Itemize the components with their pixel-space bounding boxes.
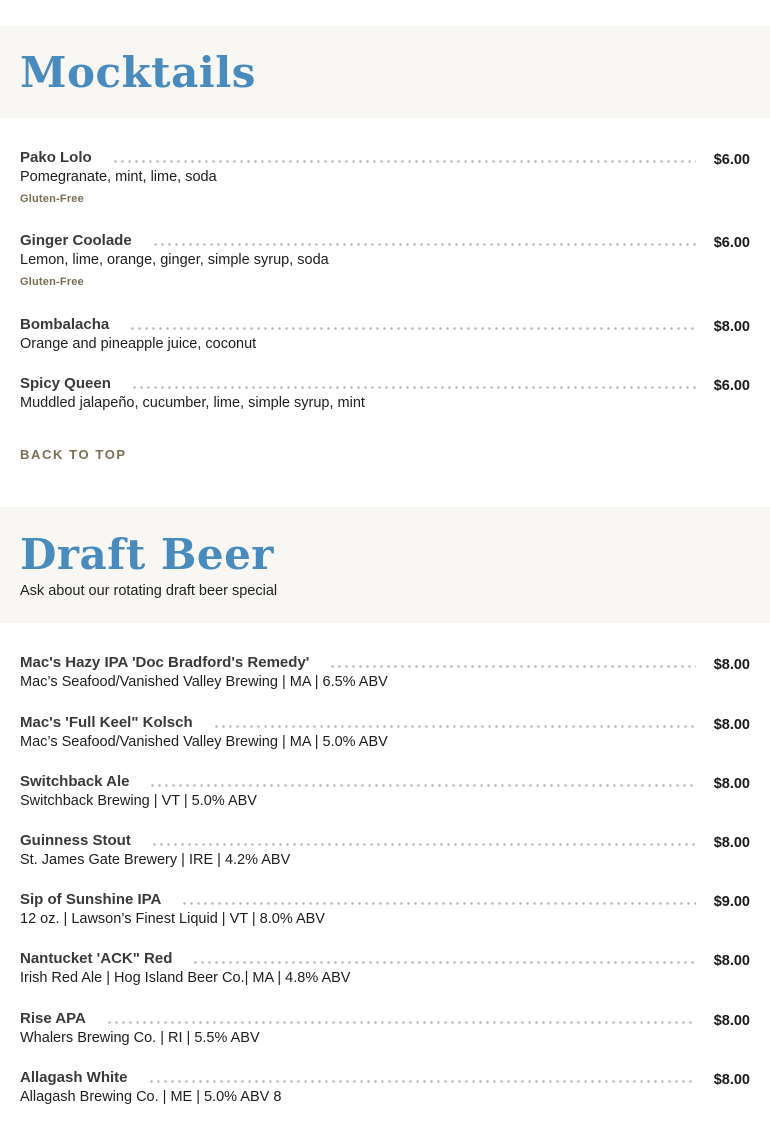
item-name: Sip of Sunshine IPA [20,891,162,908]
dietary-tag: Gluten-Free [20,276,84,288]
dot-leader [148,1080,696,1083]
draft-beer-section-header [0,507,770,623]
menu-item [20,711,750,750]
item-price: $8.00 [713,835,750,851]
menu-item [20,888,750,927]
dot-leader [213,725,696,728]
item-price: $8.00 [713,1013,750,1029]
dot-leader [192,961,695,964]
dietary-tag: Gluten-Free [20,193,84,205]
item-name: Mac's 'Full Keel" Kolsch [20,714,193,731]
item-description: Switchback Brewing | VT | 5.0% ABV [20,793,257,809]
dot-leader [131,386,696,389]
section-subtitle: Ask about our rotating draft beer special [20,583,278,599]
item-price: $9.00 [713,894,750,910]
item-name: Ginger Coolade [20,232,132,249]
item-description: Mac’s Seafood/Vanished Valley Brewing | MA | 6.5% ABV [20,674,388,690]
menu-item [20,829,750,868]
item-name: Spicy Queen [20,375,111,392]
item-price: $6.00 [713,152,750,168]
item-description: Irish Red Ale | Hog Island Beer Co.| MA | 4.8% ABV [20,970,351,986]
section-title-draft-beer: Draft Beer [20,530,274,579]
item-description: Orange and pineapple juice, coconut [20,336,257,352]
item-name: Switchback Ale [20,773,130,790]
item-price: $8.00 [713,776,750,792]
menu-item [20,651,750,690]
dot-leader [152,243,696,246]
item-name: Pako Lolo [20,149,92,166]
menu-item [20,1007,750,1046]
back-to-top-link[interactable]: BACK TO TOP [20,447,127,462]
menu-item [20,229,750,288]
menu-item [20,372,750,411]
item-name: Mac's Hazy IPA 'Doc Bradford's Remedy' [20,654,310,671]
item-price: $6.00 [713,235,750,251]
item-price: $8.00 [713,1072,750,1088]
item-name: Rise APA [20,1010,86,1027]
item-price: $8.00 [713,657,750,673]
menu-item [20,1066,750,1105]
item-name: Nantucket 'ACK" Red [20,950,173,967]
dot-leader [149,784,695,787]
item-description: Allagash Brewing Co. | ME | 5.0% ABV 8 [20,1089,282,1105]
item-name: Bombalacha [20,316,110,333]
dot-leader [181,902,695,905]
dot-leader [129,327,696,330]
dot-leader [151,843,696,846]
item-price: $6.00 [713,378,750,394]
item-name: Guinness Stout [20,832,131,849]
item-description: 12 oz. | Lawson’s Finest Liquid | VT | 8.0% ABV [20,911,325,927]
item-description: Pomegranate, mint, lime, soda [20,169,217,185]
dot-leader [329,665,695,668]
mocktails-section-header [0,26,770,118]
dot-leader [112,160,696,163]
item-description: Mac’s Seafood/Vanished Valley Brewing | MA | 5.0% ABV [20,734,388,750]
item-price: $8.00 [713,953,750,969]
item-description: Whalers Brewing Co. | RI | 5.5% ABV [20,1030,260,1046]
section-title-mocktails: Mocktails [20,48,256,97]
menu-item [20,146,750,205]
item-price: $8.00 [713,717,750,733]
item-description: St. James Gate Brewery | IRE | 4.2% ABV [20,852,291,868]
item-name: Allagash White [20,1069,128,1086]
item-description: Lemon, lime, orange, ginger, simple syrup, soda [20,252,329,268]
menu-item [20,947,750,986]
menu-item [20,313,750,352]
item-price: $8.00 [713,319,750,335]
menu-item [20,770,750,809]
dot-leader [106,1021,696,1024]
item-description: Muddled jalapeño, cucumber, lime, simple syrup, mint [20,395,365,411]
